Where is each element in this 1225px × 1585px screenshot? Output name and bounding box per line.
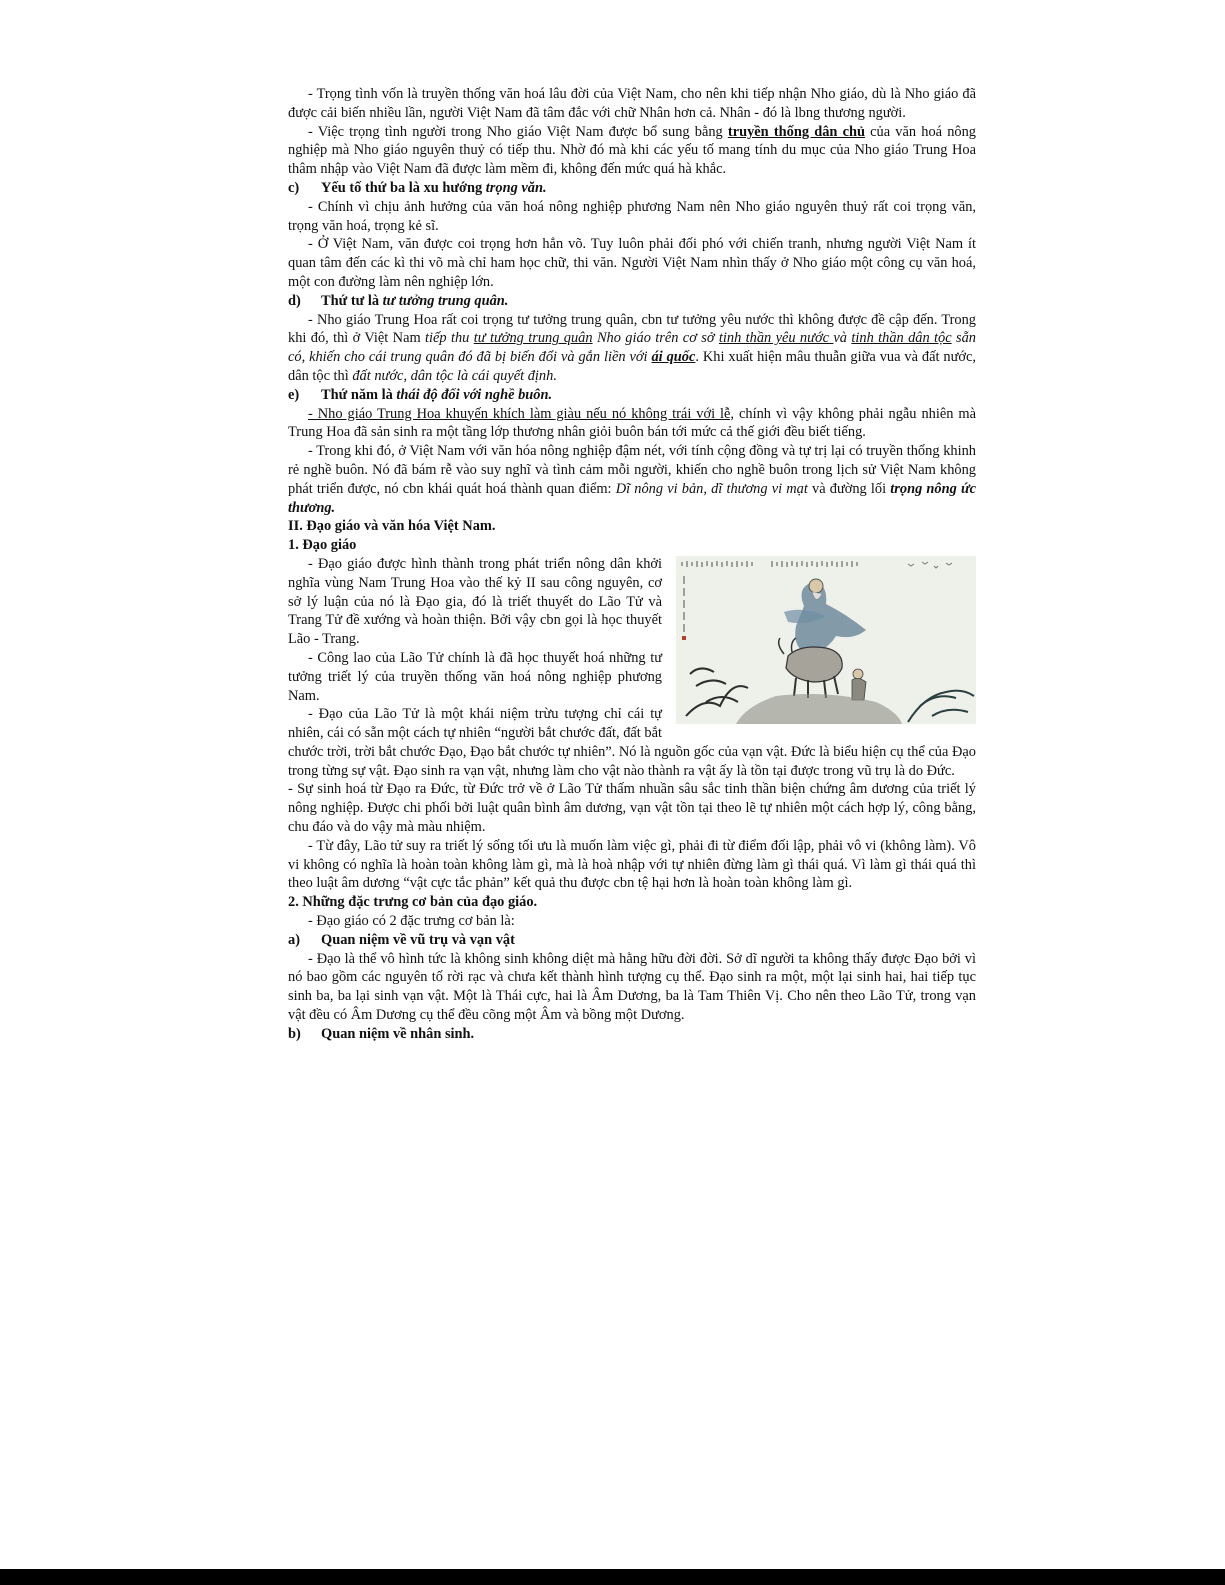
paragraph: - Từ đây, Lão tử suy ra triết lý sống tối ưu là muốn làm việc gì, phải đi từ điểm đối lập, phải vô vi (không làm). Vô vi không có nghĩa là hoàn toàn không làm gì, mà là hoà nhập với tự nhiên đừng làm gì thái quá. Vì làm gì thái quá thì theo luật âm dương “vật cực tắc phản” kết quả thu được cbn tệ hại hơn là hoàn toàn không làm gì. bbox=[288, 837, 976, 892]
page-bottom-border bbox=[0, 1569, 1225, 1585]
paragraph: - Nho giáo Trung Hoa rất coi trọng tư tưởng trung quân, cbn tư tưởng yêu nước thì không được đề cập đến. Trong khi đó, thì ở Việt Nam tiếp thu tư tưởng trung quân Nho giáo trên cơ sở tinh thần yêu nước và tinh thần dân tộc sẵn có, khiến cho cái trung quân đó đã bị biến đổi và gắn liền với ái quốc. Khi xuất hiện mâu thuẫn giữa vua và đất nước, dân tộc thì đất nước, dân tộc là cái quyết định. bbox=[288, 311, 976, 384]
paragraph: - Sự sinh hoá từ Đạo ra Đức, từ Đức trở về ở Lão Tử thấm nhuần sâu sắc tinh thần biện chứng âm dương của triết lý nông nghiệp. Được chi phối bởi luật quân bình âm dương, vạn vật tồn tại theo lẽ tự nhiên một cách hợp lý, công bằng, chu đáo và do vậy mà màu nhiệm. bbox=[288, 781, 976, 836]
paragraph: - Đạo giáo có 2 đặc trưng cơ bản là: bbox=[308, 913, 515, 930]
document-page bbox=[288, 85, 976, 1044]
paragraph: - Công lao của Lão Tử chính là đã học thuyết hoá những tư tưởng triết lý của truyền thống văn hoá nông nghiệp phương Nam. bbox=[288, 649, 662, 704]
child-figure bbox=[853, 669, 863, 679]
section-heading-a: a) Quan niệm về vũ trụ và vạn vật bbox=[288, 931, 515, 948]
subsection-heading: 2. Những đặc trưng cơ bản của đạo giáo. bbox=[288, 894, 538, 911]
paragraph: - Chính vì chịu ảnh hưởng của văn hoá nông nghiệp phương Nam nên Nho giáo nguyên thuỷ rất coi trọng văn, trọng văn hoá, trọng kẻ sĩ. bbox=[288, 198, 976, 234]
section-heading-d: d) Thứ tư là tư tưởng trung quân. bbox=[288, 292, 509, 309]
chapter-heading: II. Đạo giáo và văn hóa Việt Nam. bbox=[288, 518, 496, 535]
paragraph: - Trong khi đó, ở Việt Nam với văn hóa nông nghiệp đậm nét, với tính cộng đồng và tự trị lại có truyền thống khinh rẻ nghề buôn. Nó đã bám rễ vào suy nghĩ và tình cảm mỗi người, khiến cho nghề buôn trong lịch sử Việt Nam không phát triển được, nó cbn khái quát hoá thành quan điểm: Dĩ nông vi bản, dĩ thương vi mạt và đường lối trọng nông ức thương. bbox=[288, 443, 976, 516]
section-heading-e: e) Thứ năm là thái độ đối với nghề buôn. bbox=[288, 386, 553, 403]
paragraph: - Ở Việt Nam, văn được coi trọng hơn hẳn võ. Tuy luôn phải đối phó với chiến tranh, nhưng người Việt Nam ít quan tâm đến các kì thi võ mà chỉ ham học chữ, thi văn. Người Việt Nam nhìn thấy ở Nho giáo một công cụ văn hoá, một con đường làm nên nghiệp lớn. bbox=[288, 236, 976, 290]
paragraph: - Nho giáo Trung Hoa khuyến khích làm giàu nếu nó không trái với lễ, chính vì vậy không phải ngẫu nhiên mà Trung Hoa đã sản sinh ra một tầng lớp thương nhân giỏi buôn bán tới mức cả thế giới đều biết tiếng. bbox=[288, 405, 976, 441]
paragraph: - Đạo là thể vô hình tức là không sinh không diệt mà hằng hữu đời đời. Sở dĩ người ta không thấy được Đạo bởi vì nó bao gồm các nguyên tố rời rạc và chưa kết thành hình tượng cụ thể. Đạo sinh ra một, một lại sinh hai, hai tiếp tục sinh ba, ba lại sinh vạn vật. Một là Thái cực, hai là Âm Dương, ba là Tam Thiên Vị. Cho nên theo Lão Tử, trong vạn vật đều có Âm Dương cụ thể đều cõng một Âm và bồng một Dương. bbox=[288, 950, 976, 1024]
emphasis-text: truyền thống dân chủ bbox=[727, 123, 865, 140]
paragraph: - Việc trọng tình người trong Nho giáo Việt Nam được bổ sung bằng truyền thống dân chủ của văn hoá nông nghiệp mà Nho giáo nguyên thuỷ có tiếp thu. Nhờ đó mà khi các yếu tố mang tính du mục của Nho giáo Trung Hoa thâm nhập vào Việt Nam đã được làm mềm đi, không đến mức quá hà khắc. bbox=[288, 123, 976, 178]
laozi-painting bbox=[676, 556, 976, 724]
section-heading-c: c) Yếu tố thứ ba là xu hướng trọng văn. bbox=[288, 179, 547, 196]
paragraph: - Đạo của Lão Tử là một khái niệm trừu tượng chỉ cái tự nhiên, cái có sẵn một cách tự nhiên “người bắt chước đất, đất bắt chước trời, trời bắt chước Đạo, Đạo bắt chước tự nhiên”. Nó là nguồn gốc của vạn vật. Đức là biểu hiện cụ thể của Đạo trong từng sự vật. Đạo sinh ra vạn vật, nhưng làm cho vật nào thành ra vật ấy là tồn tại được trong vũ trụ là do Đức. bbox=[288, 706, 976, 779]
section-heading-b: b) Quan niệm về nhân sinh. bbox=[288, 1025, 475, 1042]
subsection-heading: 1. Đạo giáo bbox=[288, 537, 357, 554]
sage-head bbox=[809, 579, 823, 593]
paragraph: - Đạo giáo được hình thành trong phát triển nông dân khởi nghĩa vùng Nam Trung Hoa vào thế kỷ II sau công nguyên, cơ sở lý luận của nó là Đạo gia, đó là triết thuyết do Lão Tử và Trang Tử đề xướng và hoàn thiện. Bởi vậy cbn gọi là học thuyết Lão - Trang. bbox=[288, 555, 662, 648]
paragraph: - Trọng tình vốn là truyền thống văn hoá lâu đời của Việt Nam, cho nên khi tiếp nhận Nho giáo, dù là Nho giáo đã được cải biến nhiều lần, người Việt Nam đã tâm đắc với chữ Nhân hơn cả. Nhân - đó là lbng thương người. bbox=[288, 86, 976, 121]
